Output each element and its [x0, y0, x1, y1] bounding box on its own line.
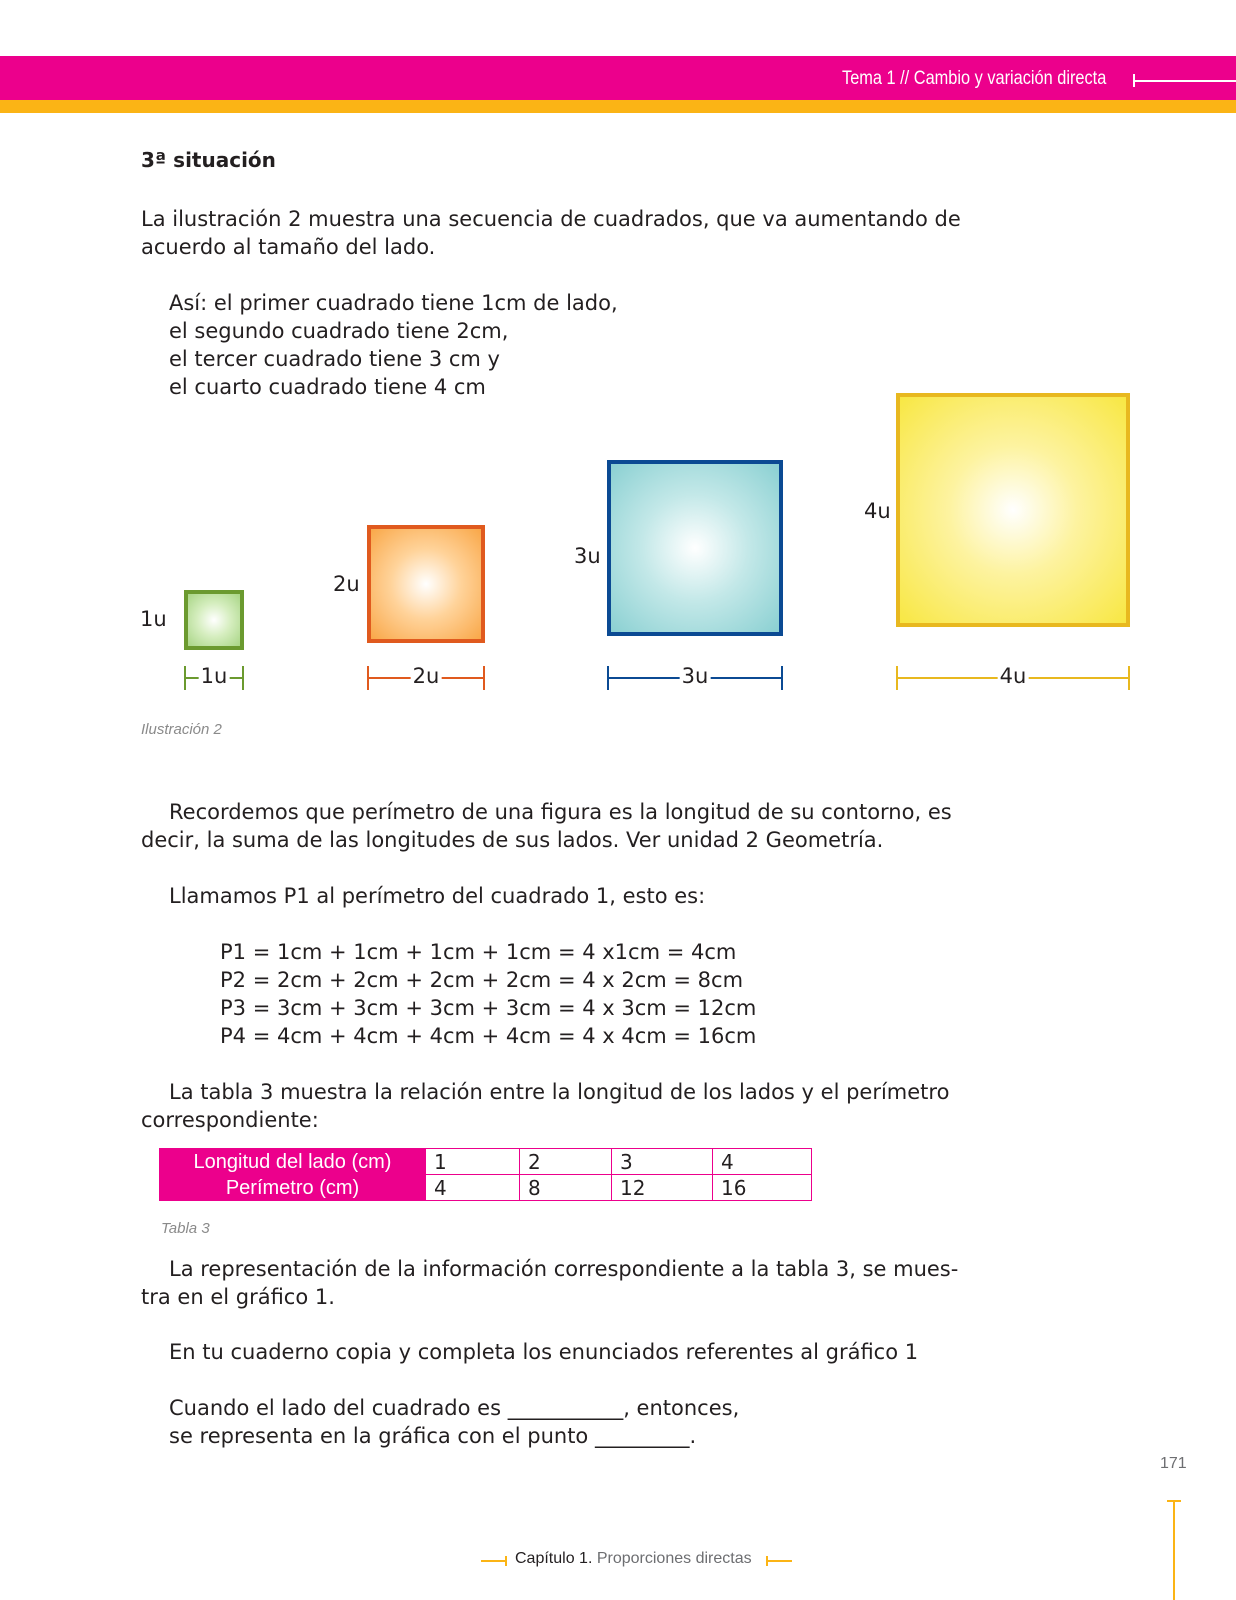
graph-intro-line-2: tra en el gráfico 1.: [141, 1285, 335, 1309]
footer-title: Proporciones directas: [596, 1550, 752, 1567]
graph-intro-line-1: La representación de la información correspondiente a la tabla 3, se mues-: [169, 1257, 959, 1281]
square-2-dimension: [367, 666, 485, 690]
table-cell: 1: [426, 1149, 520, 1175]
description-line-1: Así: el primer cuadrado tiene 1cm de lado,: [169, 291, 618, 315]
table-row: [160, 1149, 812, 1175]
equation-p2: P2 = 2cm + 2cm + 2cm + 2cm = 4 x 2cm = 8cm: [220, 968, 744, 992]
description-line-4: el cuarto cuadrado tiene 4 cm: [169, 375, 486, 399]
table-cell: 12: [612, 1175, 713, 1201]
exercise-line-1: Cuando el lado del cuadrado es ___________, entonces,: [169, 1396, 740, 1420]
square-4-side-label: 4u: [864, 499, 891, 523]
square-3: [607, 460, 783, 636]
illustration-caption: Ilustración 2: [141, 721, 222, 738]
description-line-2: el segundo cuadrado tiene 2cm,: [169, 319, 509, 343]
perimeter-intro-line-2: decir, la suma de las longitudes de sus lados. Ver unidad 2 Geometría.: [141, 828, 884, 852]
square-1-dimension: [184, 666, 244, 690]
square-2-side-label: 2u: [333, 572, 360, 596]
table-cell: 3: [612, 1149, 713, 1175]
exercise-line-2: se representa en la gráfica con el punto _________.: [169, 1424, 697, 1448]
page-number: 171: [1160, 1455, 1187, 1472]
square-2-bottom-label: 2u: [412, 664, 440, 688]
table-intro-line-1: La tabla 3 muestra la relación entre la longitud de los lados y el perímetro: [169, 1080, 950, 1104]
margin-line: [1173, 1500, 1175, 1600]
table-cell: 4: [713, 1149, 812, 1175]
perimeter-intro-line-1: Recordemos que perímetro de una figura es la longitud de su contorno, es: [169, 800, 952, 824]
equation-p4: P4 = 4cm + 4cm + 4cm + 4cm = 4 x 4cm = 16cm: [220, 1024, 757, 1048]
section-heading: 3ª situación: [141, 148, 276, 172]
p1-intro: Llamamos P1 al perímetro del cuadrado 1, esto es:: [169, 884, 706, 908]
header-line: [1133, 80, 1236, 82]
square-3-side-label: 3u: [574, 544, 601, 568]
square-1-side-label: 1u: [140, 607, 167, 631]
header-stripe: [0, 100, 1236, 113]
equation-p3: P3 = 3cm + 3cm + 3cm + 3cm = 4 x 3cm = 12cm: [220, 996, 757, 1020]
table-cell: 4: [426, 1175, 520, 1201]
square-4-bottom-label: 4u: [999, 664, 1027, 688]
footer: [515, 1550, 752, 1568]
data-table: [159, 1148, 812, 1201]
table-row-header: Longitud del lado (cm): [160, 1149, 426, 1175]
table-intro-line-2: correspondiente:: [141, 1108, 319, 1132]
table-cell: 2: [520, 1149, 612, 1175]
table-row-header: Perímetro (cm): [160, 1175, 426, 1201]
footer-left-dash: [481, 1560, 507, 1562]
intro-line-2: acuerdo al tamaño del lado.: [141, 235, 436, 259]
header-title: Tema 1 // Cambio y variación directa: [841, 68, 1106, 89]
footer-right-dash: [766, 1560, 792, 1562]
square-1-bottom-label: 1u: [200, 664, 228, 688]
table-cell: 16: [713, 1175, 812, 1201]
intro-line-1: La ilustración 2 muestra una secuencia de cuadrados, que va aumentando de: [141, 207, 961, 231]
square-3-dimension: [607, 666, 783, 690]
table-caption: Tabla 3: [161, 1220, 210, 1237]
description-line-3: el tercer cuadrado tiene 3 cm y: [169, 347, 500, 371]
equation-p1: P1 = 1cm + 1cm + 1cm + 1cm = 4 x1cm = 4cm: [220, 940, 737, 964]
square-4: [896, 393, 1130, 627]
footer-chapter: Capítulo 1.: [515, 1550, 593, 1567]
square-4-dimension: [896, 666, 1130, 690]
table-cell: 8: [520, 1175, 612, 1201]
square-2: [367, 525, 485, 643]
square-3-bottom-label: 3u: [681, 664, 709, 688]
square-1: [184, 590, 244, 650]
instruction: En tu cuaderno copia y completa los enunciados referentes al gráfico 1: [169, 1340, 919, 1364]
table-row: [160, 1175, 812, 1201]
